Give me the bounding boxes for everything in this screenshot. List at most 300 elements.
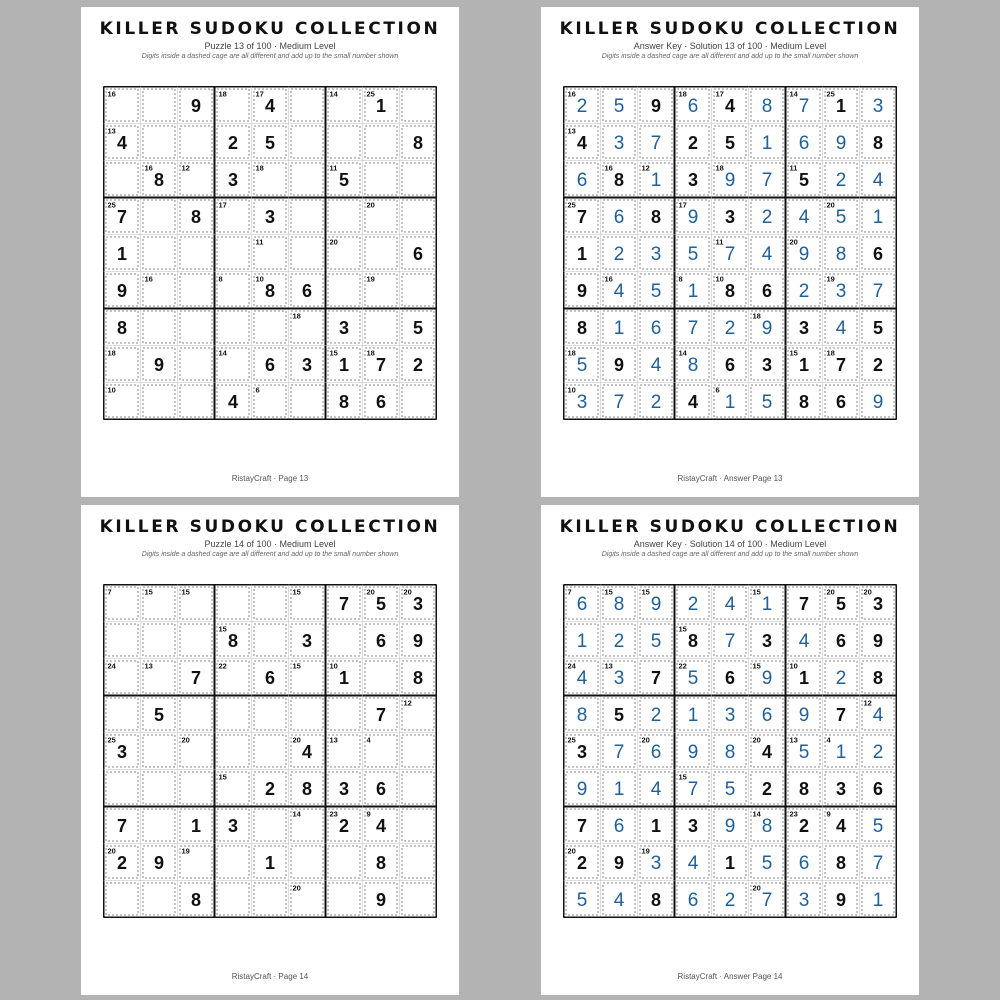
given-digit: 2 (687, 133, 699, 153)
cage-sum: 9 (366, 809, 371, 819)
cage-outline (254, 698, 286, 730)
sudoku-grid (563, 584, 897, 918)
solved-digit: 6 (613, 816, 625, 837)
given-digit: 8 (264, 281, 276, 301)
solved-digit: 9 (761, 318, 773, 339)
cage-outline (180, 311, 212, 343)
solved-digit: 4 (687, 853, 699, 874)
cage-outline (291, 698, 323, 730)
cage-sum: 9 (826, 809, 831, 819)
solved-digit: 1 (761, 594, 773, 615)
solved-digit: 8 (724, 742, 736, 763)
given-digit: 1 (338, 355, 350, 375)
solved-digit: 5 (835, 207, 847, 228)
cage-sum: 12 (641, 163, 650, 173)
solved-digit: 9 (687, 742, 699, 763)
cage-sum: 20 (181, 735, 190, 745)
cage-sum: 18 (678, 89, 687, 99)
cage-outline (217, 311, 249, 343)
solved-digit: 2 (576, 96, 588, 117)
cage-sum: 12 (863, 698, 872, 708)
solved-digit: 5 (724, 779, 736, 800)
solved-digit: 7 (613, 742, 625, 763)
cage-outline (328, 274, 360, 306)
given-digit: 6 (724, 668, 736, 688)
cage-sum: 18 (218, 89, 227, 99)
cage-sum: 13 (567, 126, 576, 136)
solved-digit: 4 (613, 281, 625, 302)
solved-digit: 1 (761, 133, 773, 154)
given-digit: 9 (872, 631, 884, 651)
given-digit: 9 (190, 96, 202, 116)
given-digit: 8 (798, 779, 810, 799)
page-footer: RistayCraft · Answer Page 13 (677, 474, 783, 483)
cage-sum: 13 (604, 661, 613, 671)
given-digit: 8 (872, 133, 884, 153)
solved-digit: 1 (687, 281, 699, 302)
cage-outline (217, 883, 249, 915)
cage-outline (402, 883, 434, 915)
solved-digit: 5 (576, 355, 588, 376)
cage-outline (180, 126, 212, 158)
given-digit: 2 (338, 816, 350, 836)
given-digit: 4 (116, 133, 128, 153)
cage-sum: 18 (567, 348, 576, 358)
cage-sum: 13 (329, 735, 338, 745)
solved-digit: 8 (761, 96, 773, 117)
cage-sum: 15 (604, 587, 613, 597)
page-footer: RistayCraft · Answer Page 14 (677, 972, 783, 981)
cage-sum: 22 (678, 661, 687, 671)
cage-sum: 18 (255, 163, 264, 173)
cage-sum: 18 (107, 348, 116, 358)
cage-sum: 18 (826, 348, 835, 358)
given-digit: 8 (724, 281, 736, 301)
cage-sum: 19 (826, 274, 835, 284)
given-digit: 7 (375, 705, 387, 725)
cage-sum: 20 (366, 587, 375, 597)
given-digit: 6 (835, 631, 847, 651)
cage-outline (402, 846, 434, 878)
solved-digit: 1 (613, 779, 625, 800)
cage-sum: 15 (292, 587, 301, 597)
given-digit: 6 (872, 779, 884, 799)
solved-digit: 9 (798, 244, 810, 265)
cage-outline (143, 126, 175, 158)
solved-digit: 1 (724, 392, 736, 413)
solved-digit: 4 (650, 355, 662, 376)
page-title: KILLER SUDOKU COLLECTION (559, 517, 901, 537)
given-digit: 2 (798, 816, 810, 836)
solved-digit: 7 (872, 281, 884, 302)
solved-digit: 4 (761, 244, 773, 265)
cage-sum: 19 (641, 846, 650, 856)
solved-digit: 7 (613, 392, 625, 413)
cage-sum: 20 (329, 237, 338, 247)
cage-sum: 23 (329, 809, 338, 819)
cage-outline (328, 883, 360, 915)
cage-sum: 20 (752, 883, 761, 893)
solved-digit: 4 (650, 779, 662, 800)
cage-sum: 10 (789, 661, 798, 671)
cage-outline (217, 846, 249, 878)
solved-digit: 7 (798, 96, 810, 117)
given-digit: 6 (412, 244, 424, 264)
given-digit: 4 (301, 742, 313, 762)
cage-outline (180, 237, 212, 269)
solved-digit: 6 (798, 853, 810, 874)
given-digit: 3 (338, 779, 350, 799)
page-title: KILLER SUDOKU COLLECTION (559, 19, 901, 39)
cage-sum: 6 (715, 385, 720, 395)
cage-outline (143, 772, 175, 804)
cage-outline (291, 89, 323, 121)
given-digit: 6 (872, 244, 884, 264)
solved-digit: 2 (761, 207, 773, 228)
given-digit: 5 (613, 705, 625, 725)
given-digit: 5 (872, 318, 884, 338)
cage-outline (328, 624, 360, 656)
given-digit: 6 (264, 668, 276, 688)
solved-digit: 6 (687, 890, 699, 911)
solved-digit: 1 (872, 207, 884, 228)
solved-digit: 5 (761, 853, 773, 874)
given-digit: 2 (872, 355, 884, 375)
cage-sum: 15 (752, 661, 761, 671)
given-digit: 8 (375, 853, 387, 873)
cage-sum: 13 (144, 661, 153, 671)
page-footer: RistayCraft · Page 13 (231, 474, 309, 483)
given-digit: 6 (835, 392, 847, 412)
solved-digit: 6 (798, 133, 810, 154)
given-digit: 7 (190, 668, 202, 688)
solved-digit: 1 (687, 705, 699, 726)
given-digit: 6 (375, 392, 387, 412)
given-digit: 4 (687, 392, 699, 412)
cage-outline (328, 126, 360, 158)
solved-digit: 6 (687, 96, 699, 117)
cage-sum: 22 (218, 661, 227, 671)
cage-sum: 4 (366, 735, 371, 745)
given-digit: 8 (190, 890, 202, 910)
given-digit: 9 (613, 355, 625, 375)
solved-digit: 2 (613, 631, 625, 652)
cage-outline (217, 735, 249, 767)
given-digit: 4 (724, 96, 736, 116)
given-digit: 8 (116, 318, 128, 338)
cage-sum: 14 (678, 348, 687, 358)
cage-outline (143, 237, 175, 269)
cage-outline (180, 348, 212, 380)
page-subtitle: Answer Key · Solution 13 of 100 · Medium Level (633, 41, 827, 51)
given-digit: 1 (835, 96, 847, 116)
solved-digit: 3 (835, 281, 847, 302)
given-digit: 6 (301, 281, 313, 301)
given-digit: 9 (375, 890, 387, 910)
solved-digit: 7 (761, 170, 773, 191)
solved-digit: 6 (576, 170, 588, 191)
cage-sum: 15 (678, 772, 687, 782)
given-digit: 9 (650, 96, 662, 116)
given-digit: 3 (687, 170, 699, 190)
given-digit: 6 (761, 281, 773, 301)
given-digit: 8 (190, 207, 202, 227)
given-digit: 2 (264, 779, 276, 799)
given-digit: 3 (412, 594, 424, 614)
given-digit: 6 (375, 779, 387, 799)
cage-outline (365, 661, 397, 693)
solved-digit: 4 (724, 594, 736, 615)
cage-sum: 23 (789, 809, 798, 819)
cage-outline (328, 846, 360, 878)
cage-sum: 20 (863, 587, 872, 597)
solved-digit: 6 (650, 318, 662, 339)
cage-sum: 24 (107, 661, 116, 671)
given-digit: 5 (798, 170, 810, 190)
given-digit: 8 (412, 133, 424, 153)
cage-sum: 16 (144, 163, 153, 173)
solved-digit: 2 (872, 742, 884, 763)
solved-digit: 1 (613, 318, 625, 339)
cage-sum: 13 (789, 735, 798, 745)
cage-sum: 16 (107, 89, 116, 99)
given-digit: 7 (835, 705, 847, 725)
given-digit: 3 (301, 631, 313, 651)
solved-digit: 5 (576, 890, 588, 911)
solved-digit: 8 (687, 355, 699, 376)
cage-outline (143, 200, 175, 232)
cage-outline (254, 883, 286, 915)
cage-outline (365, 163, 397, 195)
cage-sum: 16 (567, 89, 576, 99)
given-digit: 4 (835, 816, 847, 836)
cage-sum: 20 (826, 587, 835, 597)
cage-sum: 25 (107, 200, 116, 210)
given-digit: 3 (116, 742, 128, 762)
given-digit: 9 (116, 281, 128, 301)
given-digit: 9 (153, 355, 165, 375)
cage-sum: 17 (715, 89, 724, 99)
cage-sum: 4 (826, 735, 831, 745)
cage-sum: 14 (752, 809, 761, 819)
puzzle-page-14 (81, 505, 459, 995)
cage-outline (291, 385, 323, 417)
given-digit: 4 (761, 742, 773, 762)
given-digit: 8 (650, 890, 662, 910)
cage-sum: 14 (218, 348, 227, 358)
page-title: KILLER SUDOKU COLLECTION (99, 19, 441, 39)
given-digit: 9 (576, 281, 588, 301)
solved-digit: 5 (761, 392, 773, 413)
given-digit: 7 (576, 207, 588, 227)
cage-sum: 14 (789, 89, 798, 99)
solved-digit: 7 (687, 779, 699, 800)
cage-sum: 20 (292, 883, 301, 893)
solved-digit: 5 (687, 244, 699, 265)
given-digit: 3 (798, 318, 810, 338)
solved-digit: 8 (835, 244, 847, 265)
cage-sum: 15 (329, 348, 338, 358)
solved-digit: 2 (650, 705, 662, 726)
sudoku-grid (103, 86, 437, 420)
cage-sum: 24 (567, 661, 576, 671)
solved-digit: 9 (650, 594, 662, 615)
cage-sum: 8 (218, 274, 223, 284)
cage-sum: 15 (678, 624, 687, 634)
solved-digit: 4 (835, 318, 847, 339)
cage-sum: 11 (255, 237, 264, 247)
given-digit: 5 (835, 594, 847, 614)
given-digit: 8 (687, 631, 699, 651)
cage-sum: 25 (366, 89, 375, 99)
cage-sum: 19 (366, 274, 375, 284)
cage-sum: 15 (181, 587, 190, 597)
solved-digit: 1 (650, 170, 662, 191)
cage-sum: 16 (604, 274, 613, 284)
given-digit: 1 (798, 355, 810, 375)
cage-sum: 7 (107, 587, 112, 597)
cage-sum: 16 (604, 163, 613, 173)
cage-outline (402, 735, 434, 767)
cage-sum: 15 (789, 348, 798, 358)
cage-sum: 17 (218, 200, 227, 210)
solved-digit: 3 (650, 853, 662, 874)
solved-digit: 4 (872, 705, 884, 726)
cage-sum: 10 (255, 274, 264, 284)
given-digit: 6 (375, 631, 387, 651)
given-digit: 5 (264, 133, 276, 153)
cage-sum: 14 (329, 89, 338, 99)
solved-digit: 8 (761, 816, 773, 837)
solved-digit: 2 (724, 318, 736, 339)
rules-note: Digits inside a dashed cage are all different and add up to the small number shown (141, 53, 399, 60)
cage-outline (402, 385, 434, 417)
page-title: KILLER SUDOKU COLLECTION (99, 517, 441, 537)
cage-outline (143, 311, 175, 343)
solved-digit: 3 (724, 705, 736, 726)
cage-outline (180, 274, 212, 306)
cage-outline (402, 274, 434, 306)
cage-outline (291, 126, 323, 158)
cage-outline (365, 237, 397, 269)
cage-outline (143, 385, 175, 417)
given-digit: 2 (412, 355, 424, 375)
cage-outline (291, 846, 323, 878)
cage-sum: 25 (107, 735, 116, 745)
solved-digit: 2 (835, 170, 847, 191)
given-digit: 7 (835, 355, 847, 375)
given-digit: 9 (153, 853, 165, 873)
given-digit: 7 (650, 668, 662, 688)
given-digit: 1 (264, 853, 276, 873)
solved-digit: 3 (650, 244, 662, 265)
given-digit: 1 (190, 816, 202, 836)
given-digit: 1 (650, 816, 662, 836)
given-digit: 8 (872, 668, 884, 688)
given-digit: 3 (301, 355, 313, 375)
solved-digit: 9 (687, 207, 699, 228)
given-digit: 8 (338, 392, 350, 412)
cage-sum: 20 (826, 200, 835, 210)
cage-outline (365, 311, 397, 343)
given-digit: 9 (412, 631, 424, 651)
solved-digit: 7 (724, 631, 736, 652)
cage-sum: 25 (567, 735, 576, 745)
solved-digit: 4 (872, 170, 884, 191)
given-digit: 1 (798, 668, 810, 688)
cage-sum: 12 (181, 163, 190, 173)
cage-sum: 19 (181, 846, 190, 856)
given-digit: 7 (798, 594, 810, 614)
cage-outline (254, 809, 286, 841)
cage-outline (402, 772, 434, 804)
solved-digit: 9 (576, 779, 588, 800)
cage-sum: 20 (107, 846, 116, 856)
given-digit: 3 (687, 816, 699, 836)
given-digit: 8 (613, 170, 625, 190)
cage-outline (106, 624, 138, 656)
solved-digit: 9 (835, 133, 847, 154)
cage-outline (180, 624, 212, 656)
cage-outline (106, 163, 138, 195)
cage-sum: 10 (567, 385, 576, 395)
solved-digit: 5 (687, 668, 699, 689)
cage-sum: 10 (329, 661, 338, 671)
solved-digit: 4 (613, 890, 625, 911)
cage-sum: 15 (218, 624, 227, 634)
page-footer: RistayCraft · Page 14 (231, 972, 309, 981)
cage-sum: 11 (789, 163, 798, 173)
cage-sum: 10 (715, 274, 724, 284)
cage-outline (180, 698, 212, 730)
solved-digit: 3 (613, 668, 625, 689)
cage-sum: 14 (292, 809, 301, 819)
given-digit: 3 (264, 207, 276, 227)
given-digit: 4 (576, 133, 588, 153)
puzzle-page-13 (81, 7, 459, 497)
solved-digit: 8 (576, 705, 588, 726)
solved-digit: 2 (724, 890, 736, 911)
solved-digit: 5 (613, 96, 625, 117)
cage-outline (254, 587, 286, 619)
cage-outline (217, 237, 249, 269)
given-digit: 5 (153, 705, 165, 725)
cage-outline (402, 809, 434, 841)
given-digit: 7 (116, 207, 128, 227)
given-digit: 3 (835, 779, 847, 799)
cage-sum: 13 (107, 126, 116, 136)
given-digit: 1 (116, 244, 128, 264)
page-subtitle: Answer Key · Solution 14 of 100 · Medium Level (633, 539, 827, 549)
given-digit: 8 (227, 631, 239, 651)
solved-digit: 6 (576, 594, 588, 615)
cage-sum: 6 (255, 385, 260, 395)
cage-outline (328, 698, 360, 730)
cage-outline (180, 385, 212, 417)
cage-sum: 11 (329, 163, 338, 173)
solved-digit: 7 (872, 853, 884, 874)
cage-sum: 20 (366, 200, 375, 210)
given-digit: 9 (613, 853, 625, 873)
cage-sum: 15 (218, 772, 227, 782)
given-digit: 6 (724, 355, 736, 375)
given-digit: 3 (338, 318, 350, 338)
cage-sum: 12 (403, 698, 412, 708)
cage-sum: 25 (826, 89, 835, 99)
given-digit: 1 (338, 668, 350, 688)
solved-digit: 5 (650, 631, 662, 652)
rules-note: Digits inside a dashed cage are all different and add up to the small number shown (601, 551, 859, 558)
